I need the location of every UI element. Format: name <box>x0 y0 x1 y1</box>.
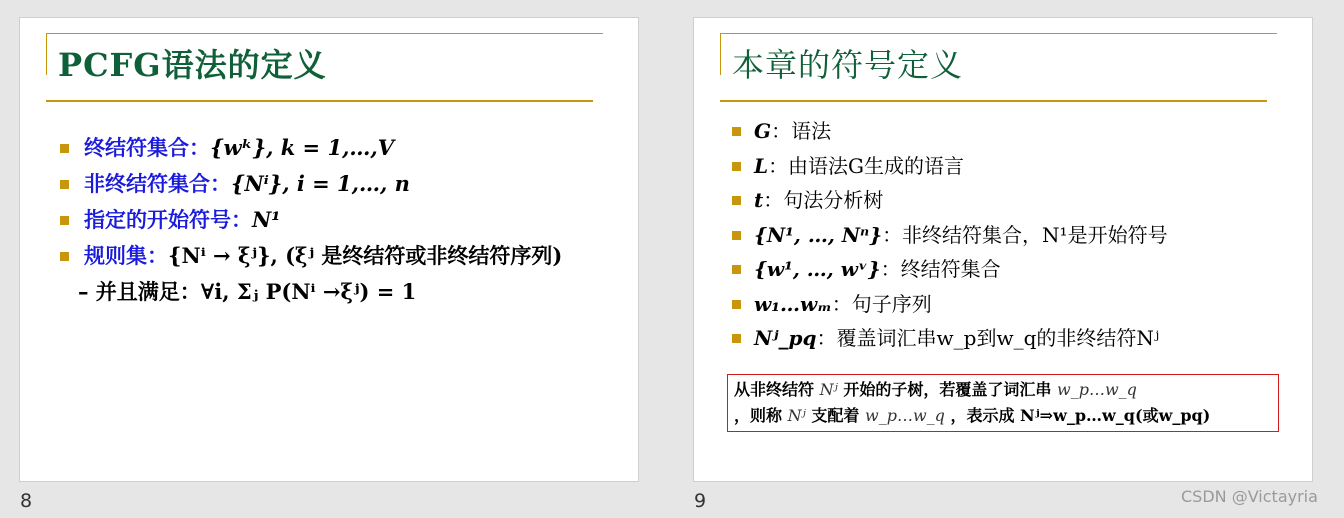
note-text: ，则称 <box>734 406 783 425</box>
title-frame-top <box>720 33 1277 34</box>
item-symbol: L <box>754 153 769 178</box>
list-item <box>732 218 1168 253</box>
item-text: ：句法分析树 <box>763 188 884 212</box>
page-number: 8 <box>20 490 33 512</box>
slide-9[interactable] <box>693 17 1313 482</box>
list-item <box>60 130 562 166</box>
list-item <box>732 321 1168 356</box>
item-text: ：覆盖词汇串w_p到w_q的非终结符Nʲ <box>816 326 1160 350</box>
sub-list-item: – 并且满足：∀i, Σⱼ P(Nⁱ →ξʲ) = 1 <box>78 279 417 304</box>
item-text: ：终结符集合 <box>880 257 1001 281</box>
note-text: 支配着 <box>811 406 860 425</box>
list-item <box>60 202 562 238</box>
list-item <box>60 166 562 202</box>
list-item <box>732 183 1168 218</box>
item-label: 非终结符集合： <box>84 171 231 196</box>
item-text: ：句子序列 <box>831 291 932 316</box>
square-bullet-icon <box>732 334 741 343</box>
note-symbol: Nʲ <box>787 406 806 425</box>
item-text: ：语法 <box>771 119 832 143</box>
square-bullet-icon <box>732 196 741 205</box>
list-item <box>732 149 1168 184</box>
item-text: ：由语法G生成的语言 <box>768 153 965 178</box>
note-symbol: Nʲ <box>819 380 838 399</box>
item-symbol: G <box>754 119 772 143</box>
item-label: 指定的开始符号： <box>84 207 252 232</box>
note-line-2 <box>734 403 1272 429</box>
item-math: {wᵏ}, k = 1,…,V <box>210 135 394 160</box>
square-bullet-icon <box>732 162 741 171</box>
list-item <box>732 252 1168 287</box>
square-bullet-icon <box>60 252 69 261</box>
item-math: {Nⁱ}, i = 1,…, n <box>231 171 410 196</box>
item-math: N¹ <box>252 207 281 232</box>
square-bullet-icon <box>732 231 741 240</box>
slide-title: PCFG语法的定义 <box>58 46 327 84</box>
list-item <box>60 238 562 274</box>
item-math: {Nⁱ → ξʲ}, (ξʲ 是终结符或非终结符序列) <box>168 243 563 268</box>
slide-8[interactable] <box>19 17 639 482</box>
watermark: CSDN @Victayria <box>1181 487 1318 506</box>
note-text: ，表示成 Nʲ⇒w_p…w_q(或w_pq) <box>950 406 1211 425</box>
square-bullet-icon <box>732 265 741 274</box>
note-symbol: w_p…w_q <box>1057 380 1137 399</box>
title-underline <box>720 100 1267 102</box>
symbol-list <box>732 114 1168 356</box>
square-bullet-icon <box>732 127 741 136</box>
title-frame-left <box>720 33 721 75</box>
item-text: ：非终结符集合，N¹是开始符号 <box>882 222 1168 247</box>
item-symbol: Nʲ_pq <box>754 326 817 350</box>
square-bullet-icon <box>60 144 69 153</box>
item-label: 终结符集合： <box>84 135 210 160</box>
item-symbol: w₁…wₘ <box>754 291 832 316</box>
list-item <box>732 114 1168 149</box>
note-text: 从非终结符 <box>734 380 815 399</box>
title-frame-top <box>46 33 603 34</box>
definition-note-box <box>727 374 1279 432</box>
list-item <box>732 287 1168 322</box>
note-text: 开始的子树，若覆盖了词汇串 <box>843 380 1052 399</box>
item-symbol: {w¹, …, wᵛ} <box>754 257 881 281</box>
note-symbol: w_p…w_q <box>865 406 945 425</box>
title-underline <box>46 100 593 102</box>
page-number: 9 <box>694 490 707 512</box>
square-bullet-icon <box>60 180 69 189</box>
item-symbol: {N¹, …, Nⁿ} <box>754 222 883 247</box>
item-label: 规则集： <box>84 243 168 268</box>
item-symbol: t <box>754 188 764 212</box>
slide-title: 本章的符号定义 <box>732 46 964 84</box>
note-line-1 <box>734 377 1272 403</box>
square-bullet-icon <box>732 300 741 309</box>
title-frame-left <box>46 33 47 75</box>
definition-list <box>60 130 562 310</box>
square-bullet-icon <box>60 216 69 225</box>
